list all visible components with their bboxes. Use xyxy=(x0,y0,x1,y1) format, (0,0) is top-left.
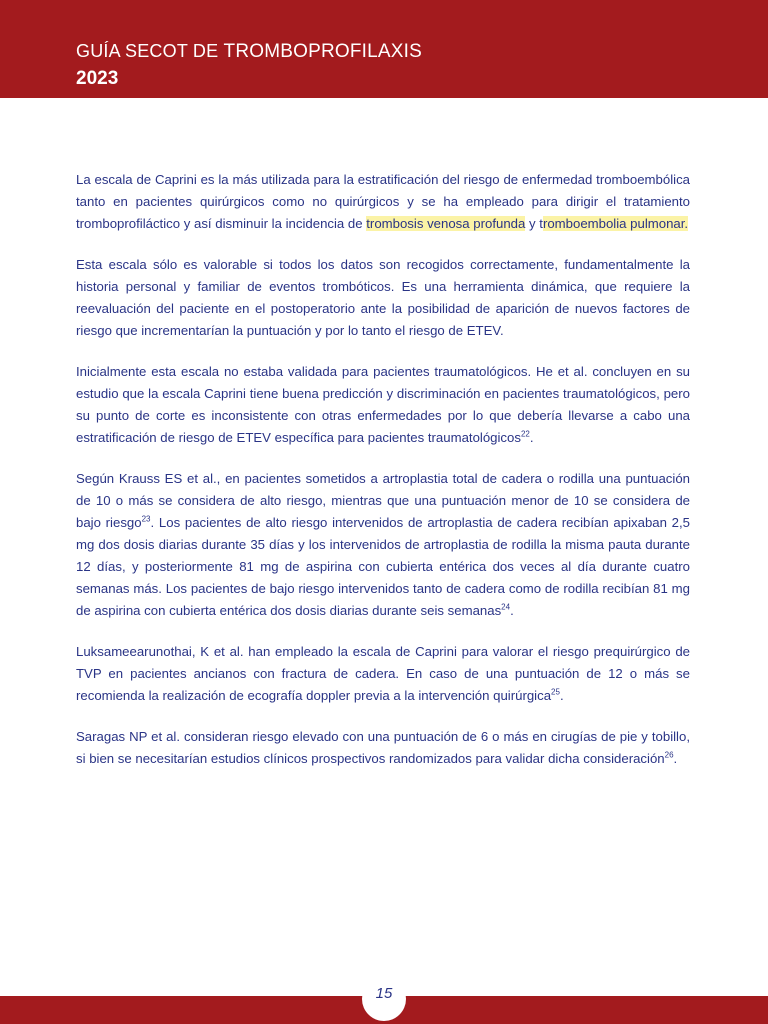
paragraph-end: . xyxy=(559,688,564,703)
paragraph-krauss xyxy=(76,468,690,622)
highlight-tvp: trombosis venosa profunda xyxy=(366,216,526,231)
paragraph-end: . xyxy=(529,430,534,445)
paragraph-text: Saragas NP et al. consideran riesgo elevado con una puntuación de 6 o más en cirugías de pie y tobillo, si bien se necesitarían estudios clínicos prospectivos randomizados para validar dicha consideración xyxy=(76,729,690,766)
reference-22: 22 xyxy=(520,429,530,439)
reference-24: 24 xyxy=(501,602,511,612)
paragraph-saragas xyxy=(76,726,690,770)
paragraph-text: Según Krauss ES et al., en pacientes sometidos a artroplastia total de cadera o rodilla una puntuación de 10 o más se considera de alto riesgo, mientras que una puntuación menor de 10 se considera de bajo riesgo xyxy=(76,471,690,530)
paragraph-validity: Esta escala sólo es valorable si todos los datos son recogidos correctamente, fundamentalmente la historia personal y familiar de eventos trombóticos. Es una herramienta dinámica, que requiere la reevaluación del paciente en el postoperatorio ante la posibilidad de aparición de nuevos factores de riesgo que incrementarían la puntuación y por lo tanto el riesgo de ETEV. xyxy=(76,257,690,338)
paragraph-text: Luksameearunothai, K et al. han empleado la escala de Caprini para valorar el riesgo prequirúrgico de TVP en pacientes ancianos con fractura de cadera. En caso de una puntuación de 12 o más se recomienda la realización de ecografía doppler previa a la intervención quirúrgica xyxy=(76,644,690,703)
page-content xyxy=(76,169,690,789)
paragraph-text: Inicialmente esta escala no estaba validada para pacientes traumatológicos. He et al. concluyen en su estudio que la escala Caprini tiene buena predicción y discriminación en pacientes traumatológicos, pero su punto de corte es inconsistente con otras enfermedades por lo que debería llevarse a cabo una estratificación de riesgo de ETEV específica para pacientes traumatológicos xyxy=(76,364,690,445)
paragraph-text: y t xyxy=(525,216,543,231)
reference-25: 25 xyxy=(551,687,560,697)
title-main: TROMBOPROFILAXIS xyxy=(223,41,423,62)
paragraph-trauma-validation xyxy=(76,361,690,449)
paragraph-luksameearunothai xyxy=(76,641,690,707)
highlight-tep: romboembolia pulmonar. xyxy=(542,216,689,231)
document-title xyxy=(76,41,422,63)
paragraph-end: . xyxy=(510,603,514,618)
paragraph-caprini-intro xyxy=(76,169,690,235)
document-year: 2023 xyxy=(76,68,119,89)
paragraph-end: . xyxy=(673,751,678,766)
reference-23: 23 xyxy=(141,514,151,524)
paragraph-text: La escala de Caprini es la más utilizada para la estratificación del riesgo de enfermedad tromboembólica tanto en pacientes quirúrgicos como no quirúrgicos y se ha empleado para dirigir el tratamiento tromboprofiláctico y así disminuir la incidencia de xyxy=(76,172,690,231)
reference-26: 26 xyxy=(664,750,674,760)
paragraph-text: . Los pacientes de alto riesgo intervenidos de artroplastia de cadera recibían apixaban 2,5 mg dos dosis diarias durante 35 días y los intervenidos de artroplastia de rodilla la misma pauta durante 12 días, y posteriormente 81 mg de aspirina con cubierta entérica dos veces al día durante cuatro semanas más. Los pacientes de bajo riesgo intervenidos tanto de cadera como de rodilla recibían 81 mg de aspirina con cubierta entérica dos dosis diarias durante seis semanas xyxy=(76,515,691,618)
title-prefix: GUÍA SECOT DE xyxy=(76,41,219,61)
page-number: 15 xyxy=(375,985,393,1002)
